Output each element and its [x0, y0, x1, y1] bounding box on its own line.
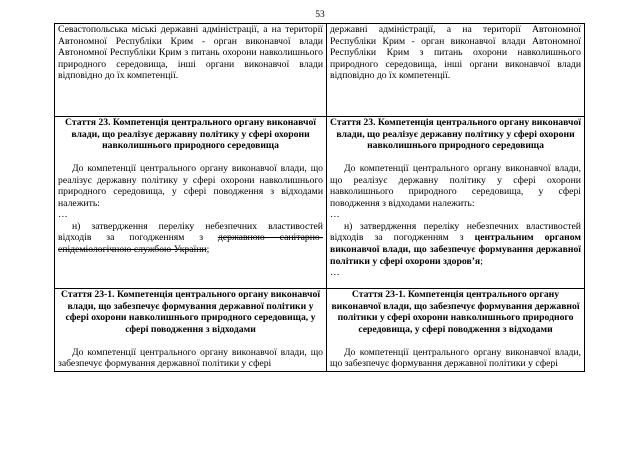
comparison-table [54, 23, 585, 372]
ellipsis: … [330, 267, 340, 279]
table-row [55, 24, 585, 117]
article-intro: До компетенції центрального органу виконавчої влади, що реалізує державну політику у сфері охорони навколишнього природного середовища, у сфері поводження з відходами належить: [58, 163, 323, 209]
cell-text: державні адміністрації, а на території Автономної Республіки Крим - орган виконавчої влади Автономної Республіки Крим з питань охорони навколишнього природного середовища, інші органи виконавчої влади відповідно до їх компетенції. [330, 24, 581, 82]
article-heading: Стаття 23-1. Компетенція центрального органу виконавчої влади, що забезпечує формування державної політики у сфері охорони навколишнього природного середовища, у сфері поводження з відходами [60, 289, 321, 335]
article-intro: До компетенції центрального органу виконавчої влади, що забезпечує формування державної політики у сфері [330, 346, 581, 370]
left-cell [55, 117, 327, 289]
list-item: н) затвердження переліку небезпечних властивостей відходів за погодженням з державною санітарно-епідеміологічною службою України; [58, 220, 323, 256]
struck-text: державною санітарно-епідеміологічною службою України [58, 232, 323, 256]
article-heading: Стаття 23. Компетенція центрального органу виконавчої влади, що реалізує державну політику у сфері охорони навколишнього природного середовища [65, 117, 316, 152]
table-row [55, 289, 585, 372]
page-number: 53 [315, 10, 325, 20]
table-row [55, 117, 585, 289]
left-cell [55, 24, 327, 117]
ellipsis: … [58, 209, 68, 221]
list-item: н) затвердження переліку небезпечних властивостей відходів за погодженням з центральним органом виконавчої влади, що забезпечує формування державної політики у сфері охорони здоров’я; [330, 220, 581, 267]
article-heading: Стаття 23-1. Компетенція центрального органу виконавчої влади, що забезпечує формування державної політики у сфері охорони навколишнього природного середовища, у сфері поводження з відходами [331, 289, 580, 335]
article-intro: До компетенції центрального органу виконавчої влади, що забезпечує формування державної політики у сфері [58, 346, 323, 370]
ellipsis: … [330, 209, 340, 221]
right-cell [327, 24, 585, 117]
right-cell [327, 117, 585, 289]
left-cell [55, 289, 327, 372]
bold-inserted-text: центральним органом виконавчої влади, що забезпечує формування державної політики у сфері охорони здоров’я [330, 232, 581, 267]
article-heading: Стаття 23. Компетенція центрального органу виконавчої влади, що реалізує державну політику у сфері охорони навколишнього природного середовища [330, 117, 581, 152]
right-cell [327, 289, 585, 372]
article-intro: До компетенції центрального органу виконавчої влади, що реалізує державну політику у сфері охорони навколишнього природного середовища, у сфері поводження з відходами належить: [330, 163, 581, 209]
cell-text: Севастопольська міські державні адміністрації, а на території Автономної Республіки Крим - орган виконавчої влади Автономної Республіки Крим з питань охорони навколишнього природного середовища, інші органи виконавчої влади відповідно до їх компетенції. [58, 24, 323, 82]
